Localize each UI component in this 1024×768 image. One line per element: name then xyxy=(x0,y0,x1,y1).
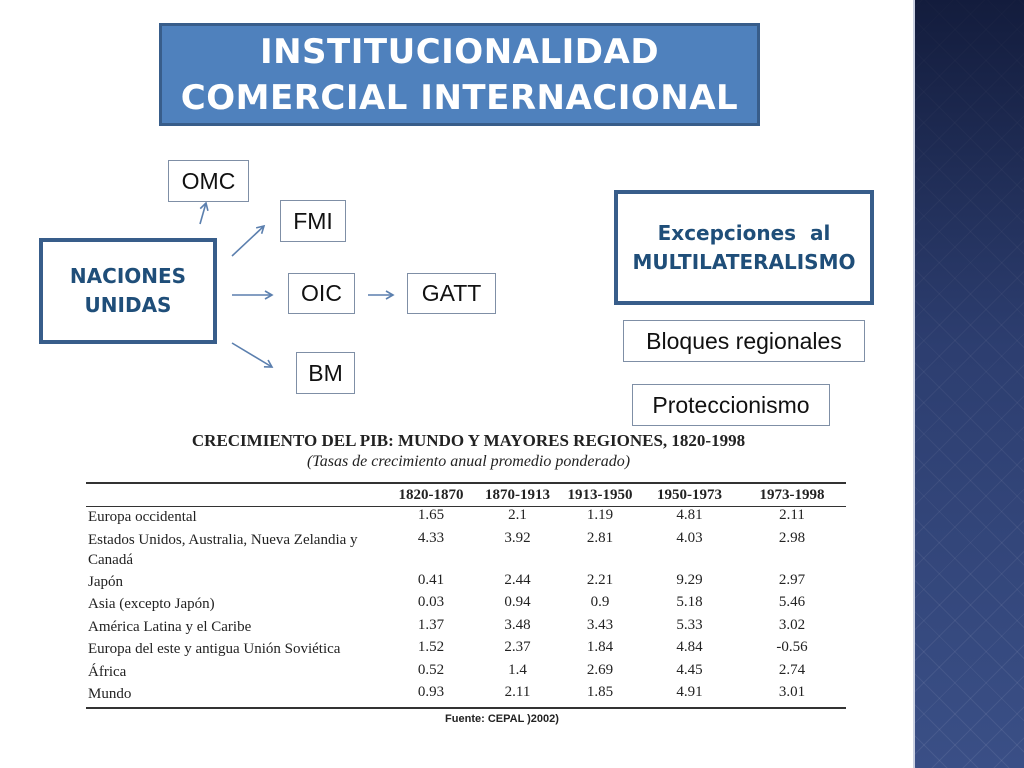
growth-value: 2.11 xyxy=(779,507,805,523)
table-row xyxy=(86,530,846,572)
growth-value: 2.21 xyxy=(586,571,614,588)
slide-title xyxy=(159,23,760,126)
table-subtitle: (Tasas de crecimiento anual promedio ponderado) xyxy=(306,453,631,470)
growth-value: 9.29 xyxy=(676,571,703,588)
region-name: Europa del este y antigua Unión Soviética xyxy=(88,641,341,657)
naciones-unidas-line-1: NACIONES xyxy=(69,264,187,288)
growth-value: 2.37 xyxy=(504,639,531,655)
growth-value: 2.11 xyxy=(476,684,559,708)
growth-value: 3.43 xyxy=(586,616,614,633)
gdp-growth-table xyxy=(86,482,846,709)
node-bm: BM xyxy=(296,352,355,394)
growth-value: 0.94 xyxy=(504,594,531,610)
growth-value: 3.92 xyxy=(504,529,531,546)
node-excepciones xyxy=(614,190,874,305)
column-header xyxy=(86,483,386,507)
node-fmi: FMI xyxy=(280,200,346,242)
growth-value: 4.91 xyxy=(641,684,738,708)
growth-value: 5.33 xyxy=(676,616,703,633)
excepciones-line-2: MULTILATERALISMO xyxy=(632,249,856,274)
growth-value: 4.84 xyxy=(676,639,703,655)
column-header: 1913-1950 xyxy=(559,483,641,507)
arrow-to-fmi xyxy=(232,226,264,256)
column-header: 1820-1870 xyxy=(386,483,476,507)
column-header: 1950-1973 xyxy=(641,483,738,507)
growth-value: 4.33 xyxy=(417,529,445,546)
growth-value: 4.81 xyxy=(676,507,703,523)
growth-value: 1.85 xyxy=(559,684,641,708)
arrow-to-omc xyxy=(200,203,206,224)
region-name: Asia (excepto Japón) xyxy=(88,596,215,612)
node-proteccionismo: Proteccionismo xyxy=(632,384,830,426)
table-title: CRECIMIENTO DEL PIB: MUNDO Y MAYORES REGIONES, 1820-1998 xyxy=(191,431,746,450)
growth-value: 1.19 xyxy=(586,507,614,523)
growth-value: 0.9 xyxy=(590,594,610,610)
region-name: África xyxy=(88,663,127,680)
growth-value: 2.1 xyxy=(508,507,527,523)
growth-value: 4.03 xyxy=(676,529,703,546)
growth-value: 5.18 xyxy=(676,594,703,610)
table-row xyxy=(86,572,846,595)
arrow-to-bm xyxy=(232,343,272,367)
growth-value: 1.37 xyxy=(417,616,445,633)
growth-value: 0.41 xyxy=(417,571,445,588)
growth-value: 1.4 xyxy=(508,661,527,678)
growth-value: 2.44 xyxy=(504,571,531,588)
growth-value: 1.84 xyxy=(586,639,614,655)
table-row xyxy=(86,617,846,640)
growth-value: 5.46 xyxy=(778,594,806,610)
node-naciones-unidas xyxy=(39,238,217,344)
growth-value: 3.01 xyxy=(738,684,846,708)
region-name: Japón xyxy=(88,573,123,590)
growth-value: 2.98 xyxy=(778,529,806,546)
node-omc: OMC xyxy=(168,160,249,202)
table-source: Fuente: CEPAL )2002) xyxy=(445,713,559,725)
table-header-row xyxy=(86,483,846,507)
table-row xyxy=(86,594,846,617)
growth-value: 0.93 xyxy=(386,684,476,708)
region-name: Estados Unidos, Australia, Nueva Zelandia y Canadá xyxy=(88,531,358,568)
growth-value: 3.48 xyxy=(504,616,531,633)
naciones-unidas-line-2: UNIDAS xyxy=(84,293,172,317)
growth-value: 4.45 xyxy=(676,661,703,678)
table-row xyxy=(86,662,846,685)
column-header: 1973-1998 xyxy=(738,483,846,507)
region-name: América Latina y el Caribe xyxy=(88,618,252,635)
excepciones-line-1: Excepciones al xyxy=(657,220,831,245)
growth-value: 2.69 xyxy=(586,661,614,678)
title-line-2: COMERCIAL INTERNACIONAL xyxy=(180,77,739,118)
table-row xyxy=(86,507,846,530)
table-row xyxy=(86,684,846,708)
growth-value: 2.74 xyxy=(778,661,806,678)
title-line-1: INSTITUCIONALIDAD xyxy=(259,31,660,72)
node-bloques-regionales: Bloques regionales xyxy=(623,320,865,362)
node-oic: OIC xyxy=(288,273,355,314)
growth-value: 1.52 xyxy=(417,639,445,655)
column-header: 1870-1913 xyxy=(476,483,559,507)
growth-value: -0.56 xyxy=(776,639,808,655)
table-row xyxy=(86,639,846,662)
growth-value: 1.65 xyxy=(417,507,445,523)
node-gatt: GATT xyxy=(407,273,496,314)
region-name: Europa occidental xyxy=(88,509,197,525)
decorative-side-panel xyxy=(913,0,1024,768)
region-name: Mundo xyxy=(86,684,386,708)
growth-value: 2.97 xyxy=(778,571,806,588)
growth-value: 0.03 xyxy=(417,594,445,610)
growth-value: 0.52 xyxy=(417,661,445,678)
growth-value: 3.02 xyxy=(778,616,806,633)
growth-value: 2.81 xyxy=(586,529,614,546)
